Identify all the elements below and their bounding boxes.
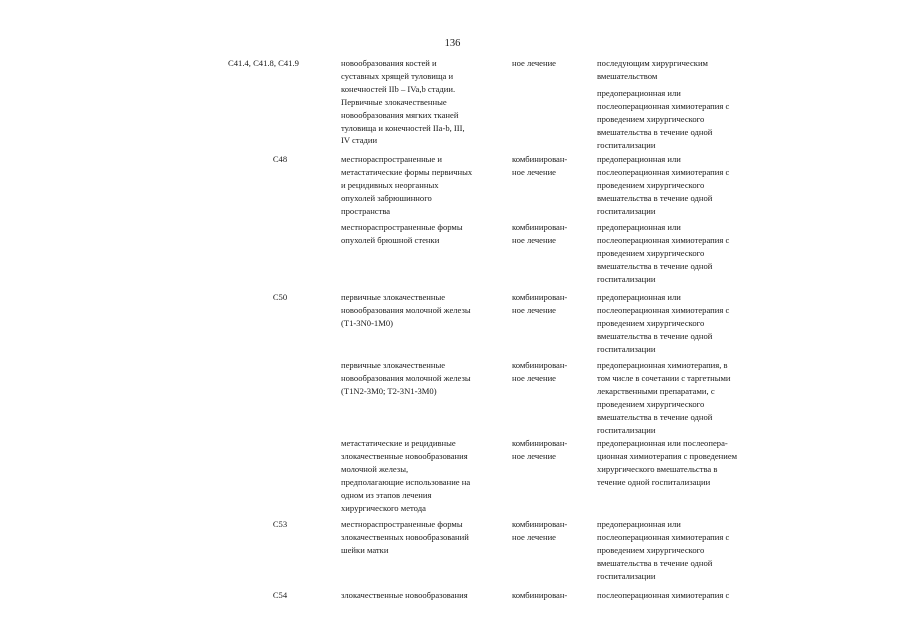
treatment-method-line: том числе в сочетании с таргетными bbox=[597, 372, 731, 383]
treatment-method-line: вмешательства в течение одной bbox=[597, 557, 713, 568]
treatment-method-line: ционная химиотерапия с проведением bbox=[597, 450, 738, 461]
icd-code: С48 bbox=[272, 154, 288, 164]
treatment-type-line: комбинирован- bbox=[512, 590, 568, 600]
treatment-type-line: ное лечение bbox=[512, 304, 557, 315]
treatment-type-line: комбинирован- bbox=[512, 292, 568, 302]
treatment-type bbox=[512, 437, 567, 463]
treatment-method-line: вмешательства в течение одной bbox=[597, 330, 713, 341]
diagnosis-description-line: опухолей брюшной стенки bbox=[341, 234, 440, 245]
diagnosis-description bbox=[341, 221, 463, 247]
treatment-method-line: послеоперационная химиотерапия с bbox=[597, 590, 730, 600]
treatment-type-line: ное лечение bbox=[512, 531, 557, 542]
treatment-method bbox=[597, 87, 729, 152]
diagnosis-description-line: новообразования молочной железы bbox=[341, 372, 471, 383]
treatment-method-line: предоперационная химиотерапия, в bbox=[597, 360, 728, 370]
diagnosis-description-line: IV стадии bbox=[341, 135, 378, 146]
diagnosis-description-line: пространства bbox=[341, 205, 391, 216]
treatment-method-line: проведением хирургического bbox=[597, 179, 705, 190]
treatment-method-line: вмешательством bbox=[597, 70, 658, 81]
treatment-type bbox=[512, 589, 567, 602]
treatment-method-line: хирургического вмешательства в bbox=[597, 463, 718, 474]
diagnosis-description-line: злокачественные новообразования bbox=[341, 590, 468, 600]
treatment-method-line: предоперационная или bbox=[597, 519, 681, 529]
treatment-method bbox=[597, 57, 708, 83]
treatment-type-line: ное лечение bbox=[512, 450, 557, 461]
treatment-type bbox=[512, 57, 556, 70]
treatment-type-line: комбинирован- bbox=[512, 222, 568, 232]
treatment-type bbox=[512, 221, 567, 247]
diagnosis-description-line: метастатические формы первичных bbox=[341, 166, 473, 177]
treatment-method-line: госпитализации bbox=[597, 343, 656, 354]
diagnosis-description bbox=[341, 291, 471, 330]
treatment-method bbox=[597, 518, 729, 583]
treatment-method bbox=[597, 589, 729, 602]
icd-code: С41.4, С41.8, С41.9 bbox=[228, 58, 299, 68]
diagnosis-description bbox=[341, 437, 470, 514]
diagnosis-description-line: и рецидивных неорганных bbox=[341, 179, 439, 190]
diagnosis-description-line: шейки матки bbox=[341, 544, 389, 555]
treatment-method-line: предоперационная или bbox=[597, 292, 681, 302]
diagnosis-description-line: первичные злокачественные bbox=[341, 292, 446, 302]
icd-code: С53 bbox=[272, 519, 288, 529]
diagnosis-description bbox=[341, 153, 472, 218]
treatment-method-line: послеоперационная химиотерапия с bbox=[597, 531, 730, 542]
treatment-type bbox=[512, 291, 567, 317]
treatment-type-line: ное лечение bbox=[512, 372, 557, 383]
treatment-type-line: комбинирован- bbox=[512, 154, 568, 164]
treatment-method bbox=[597, 291, 729, 356]
diagnosis-description-line: (T1-3N0-1M0) bbox=[341, 317, 394, 328]
diagnosis-description-line: опухолей забрюшинного bbox=[341, 192, 432, 203]
treatment-method bbox=[597, 437, 737, 489]
treatment-type-line: комбинирован- bbox=[512, 360, 568, 370]
treatment-type-line: комбинирован- bbox=[512, 519, 568, 529]
diagnosis-description-line: конечностей IIb – IVa,b стадии. bbox=[341, 83, 456, 94]
diagnosis-description-line: туловища и конечностей IIa-b, III, bbox=[341, 122, 465, 133]
treatment-method-line: послеоперационная химиотерапия с bbox=[597, 166, 730, 177]
treatment-type bbox=[512, 518, 567, 544]
treatment-method-line: предоперационная или bbox=[597, 154, 681, 164]
treatment-method-line: вмешательства в течение одной bbox=[597, 411, 713, 422]
diagnosis-description-line: хирургического метода bbox=[341, 502, 426, 513]
treatment-method-line: предоперационная или послеопера- bbox=[597, 438, 728, 448]
treatment-method-line: госпитализации bbox=[597, 570, 656, 581]
treatment-method-line: госпитализации bbox=[597, 424, 656, 435]
diagnosis-description-line: местнораспространенные и bbox=[341, 154, 442, 164]
diagnosis-description-line: метастатические и рецидивные bbox=[341, 438, 456, 448]
treatment-method-line: течение одной госпитализации bbox=[597, 476, 711, 487]
diagnosis-description-line: суставных хрящей туловища и bbox=[341, 70, 454, 81]
diagnosis-description-line: злокачественных новообразований bbox=[341, 531, 469, 542]
diagnosis-description-line: предполагающие использование на bbox=[341, 476, 471, 487]
treatment-type bbox=[512, 153, 567, 179]
treatment-type-line: ное лечение bbox=[512, 58, 557, 68]
treatment-method-line: вмешательства в течение одной bbox=[597, 126, 713, 137]
treatment-method bbox=[597, 221, 729, 286]
diagnosis-description-line: новообразования мягких тканей bbox=[341, 109, 459, 120]
diagnosis-description bbox=[341, 589, 468, 602]
treatment-method-line: госпитализации bbox=[597, 273, 656, 284]
treatment-method-line: госпитализации bbox=[597, 205, 656, 216]
treatment-method-line: вмешательства в течение одной bbox=[597, 192, 713, 203]
treatment-method-line: предоперационная или bbox=[597, 88, 681, 98]
treatment-method-line: проведением хирургического bbox=[597, 113, 705, 124]
diagnosis-description-line: (T1N2-3M0; T2-3N1-3M0) bbox=[341, 385, 437, 396]
treatment-type bbox=[512, 359, 567, 385]
diagnosis-description bbox=[341, 57, 465, 147]
treatment-method bbox=[597, 153, 729, 218]
treatment-type-line: комбинирован- bbox=[512, 438, 568, 448]
diagnosis-description-line: молочной железы, bbox=[341, 463, 409, 474]
page-number: 136 bbox=[444, 38, 461, 49]
treatment-method-line: вмешательства в течение одной bbox=[597, 260, 713, 271]
treatment-method-line: проведением хирургического bbox=[597, 398, 705, 409]
treatment-method-line: предоперационная или bbox=[597, 222, 681, 232]
treatment-method-line: проведением хирургического bbox=[597, 317, 705, 328]
diagnosis-description-line: Первичные злокачественные bbox=[341, 96, 447, 107]
diagnosis-description-line: первичные злокачественные bbox=[341, 360, 446, 370]
diagnosis-description-line: местнораспространенные формы bbox=[341, 222, 463, 232]
treatment-method-line: послеоперационная химиотерапия с bbox=[597, 304, 730, 315]
diagnosis-description-line: местнораспространенные формы bbox=[341, 519, 463, 529]
treatment-method-line: проведением хирургического bbox=[597, 247, 705, 258]
icd-code: С54 bbox=[272, 590, 288, 600]
treatment-method-line: лекарственными препаратами, с bbox=[597, 385, 715, 396]
treatment-method-line: госпитализации bbox=[597, 139, 656, 150]
diagnosis-description-line: новообразования костей и bbox=[341, 58, 437, 68]
treatment-method bbox=[597, 359, 731, 436]
diagnosis-description-line: злокачественные новообразования bbox=[341, 450, 468, 461]
diagnosis-description bbox=[341, 518, 469, 557]
diagnosis-description bbox=[341, 359, 471, 398]
treatment-method-line: послеоперационная химиотерапия с bbox=[597, 100, 730, 111]
icd-code: С50 bbox=[272, 292, 288, 302]
treatment-method-line: послеоперационная химиотерапия с bbox=[597, 234, 730, 245]
treatment-type-line: ное лечение bbox=[512, 166, 557, 177]
treatment-type-line: ное лечение bbox=[512, 234, 557, 245]
treatment-method-line: последующим хирургическим bbox=[597, 58, 708, 68]
diagnosis-description-line: новообразования молочной железы bbox=[341, 304, 471, 315]
treatment-method-line: проведением хирургического bbox=[597, 544, 705, 555]
diagnosis-description-line: одном из этапов лечения bbox=[341, 489, 432, 500]
